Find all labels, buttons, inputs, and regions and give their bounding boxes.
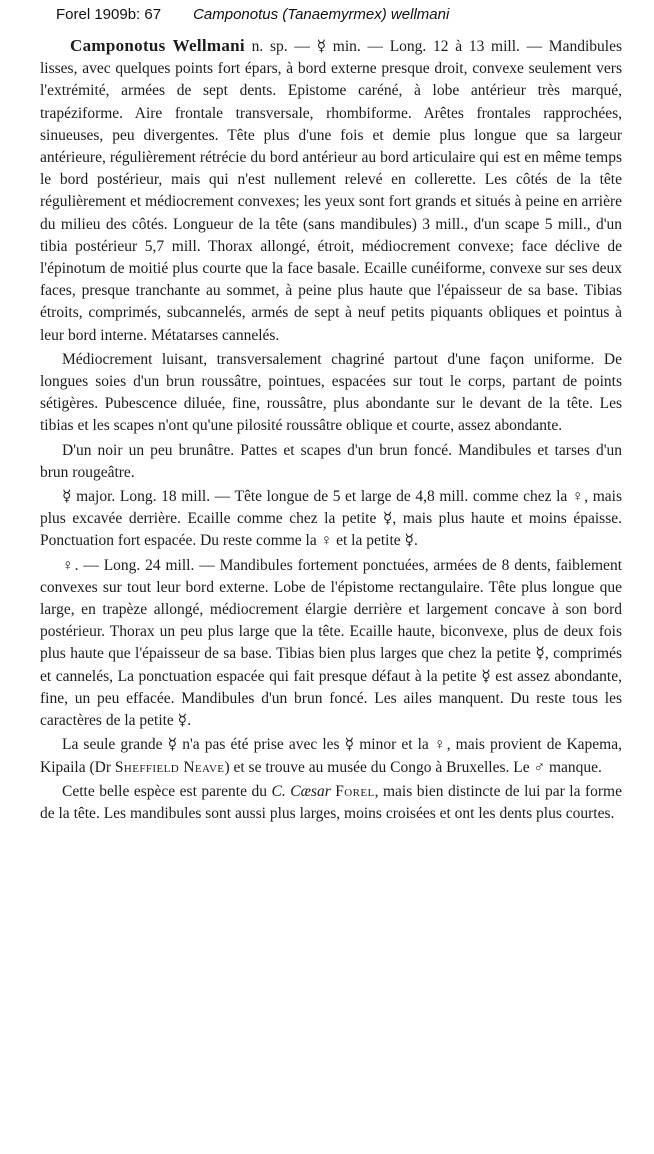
paragraph-sculpture: Médiocrement luisant, transversalement chagriné partout d'une façon uniforme. De longues soies d'un brun roussâtre, pointues, espacées sur tout le corps, partant de points sétigères. Pubescence diluée, fine, roussâtre, plus abondante sur le devant de la tête. Les tibias et les scapes n'ont qu'une pilosité roussâtre oblique et courte, assez abondante. [40, 350, 622, 435]
affinity-text-end: , mais bien distincte de lui par la forme de la tête. Les mandibules sont aussi plus larges, moins croisées et ont les dents plus courtes. [40, 782, 622, 822]
locality-text-start: La seule grande ☿ n'a pas été prise avec les ☿ minor et la ♀, mais provient de Kapema, Kipaila (Dr [40, 736, 622, 776]
related-species-author: Forel [335, 782, 375, 800]
paragraph-worker-minor [40, 35, 622, 347]
locality-text-end: ) et se trouve au musée du Congo à Bruxelles. Le ♂ manque. [224, 758, 602, 776]
species-description [40, 35, 622, 827]
affinity-text-start: Cette belle espèce est parente du [62, 782, 272, 800]
paragraph-worker-major: ☿ major. Long. 18 mill. — Tête longue de 5 et large de 4,8 mill. comme chez la ♀, mais plus excavée derrière. Ecaille comme chez la petite ☿, mais plus haute et moins épaisse. Ponctuation fort espacée. Du reste comme la ♀ et la petite ☿. [40, 488, 622, 550]
paragraph-color: D'un noir un peu brunâtre. Pattes et scapes d'un brun foncé. Mandibules et tarses d'un brun rougeâtre. [40, 441, 622, 481]
collector-name: Sheffield Neave [114, 758, 225, 776]
paragraph-text: n. sp. — ☿ min. — Long. 12 à 13 mill. — Mandibules lisses, avec quelques points fort épars, à bord externe presque droit, convexe seulement vers l'extrémité, armées de sept dents. Epistome caréné, à lobe antérieur très marqué, trapéziforme. Aire frontale transversale, rhombiforme. Arêtes frontales rapprochées, sinueuses, peu divergentes. Tête plus d'une fois et demie plus longue que sa largeur antérieure, régulièrement rétrécie du bord antérieur au bord articulaire qui est en même temps le bord postérieur, mais qui n'est nullement relevé en collerette. Les côtés de la tête régulièrement et médiocrement convexes; les yeux sont fort grands et situés à peine en arrière du milieu des côtés. Longueur de la tête (sans mandibules) 3 mill., d'un scape 5 mill., d'un tibia postérieur 5,7 mill. Thorax allongé, étroit, médiocrement convexe; face déclive de l'épinotum de moitié plus courte que la face basale. Ecaille cunéiforme, convexe sur ses deux faces, presque tranchante au sommet, à peine plus haute que l'épaisseur de sa base. Tibias étroits, comprimés, subcannelés, armés de sept à neuf petits piquants obliques et pointus à leur bord interne. Métatarses cannelés. [40, 38, 622, 344]
related-species: C. Cæsar [271, 782, 331, 800]
citation-reference: Forel 1909b: 67 [56, 6, 162, 23]
paragraph-affinities [40, 781, 622, 825]
taxon-name: Camponotus (Tanaemyrmex) wellmani [193, 6, 450, 23]
page-header [56, 5, 449, 25]
paragraph-female: ♀. — Long. 24 mill. — Mandibules fortement ponctuées, armées de 8 dents, faiblement convexes sur tout leur bord externe. Lobe de l'épistome rectangulaire. Tête plus longue que large, en trapèze allongé, médiocrement élargie derrière et largement concave à son bord postérieur. Thorax un peu plus large que la tête. Ecaille haute, biconvexe, plus de deux fois plus haute que l'épaisseur de sa base. Tibias bien plus larges que chez la petite ☿, comprimés et cannelés, La ponctuation espacée qui fait presque défaut à la petite ☿ est assez abondante, fine, un peu effacée. Mandibules d'un brun foncé. Les ailes manquent. Du reste tous les caractères de la petite ☿. [40, 556, 622, 730]
paragraph-locality [40, 734, 622, 778]
species-title: Camponotus Wellmani [70, 36, 245, 55]
